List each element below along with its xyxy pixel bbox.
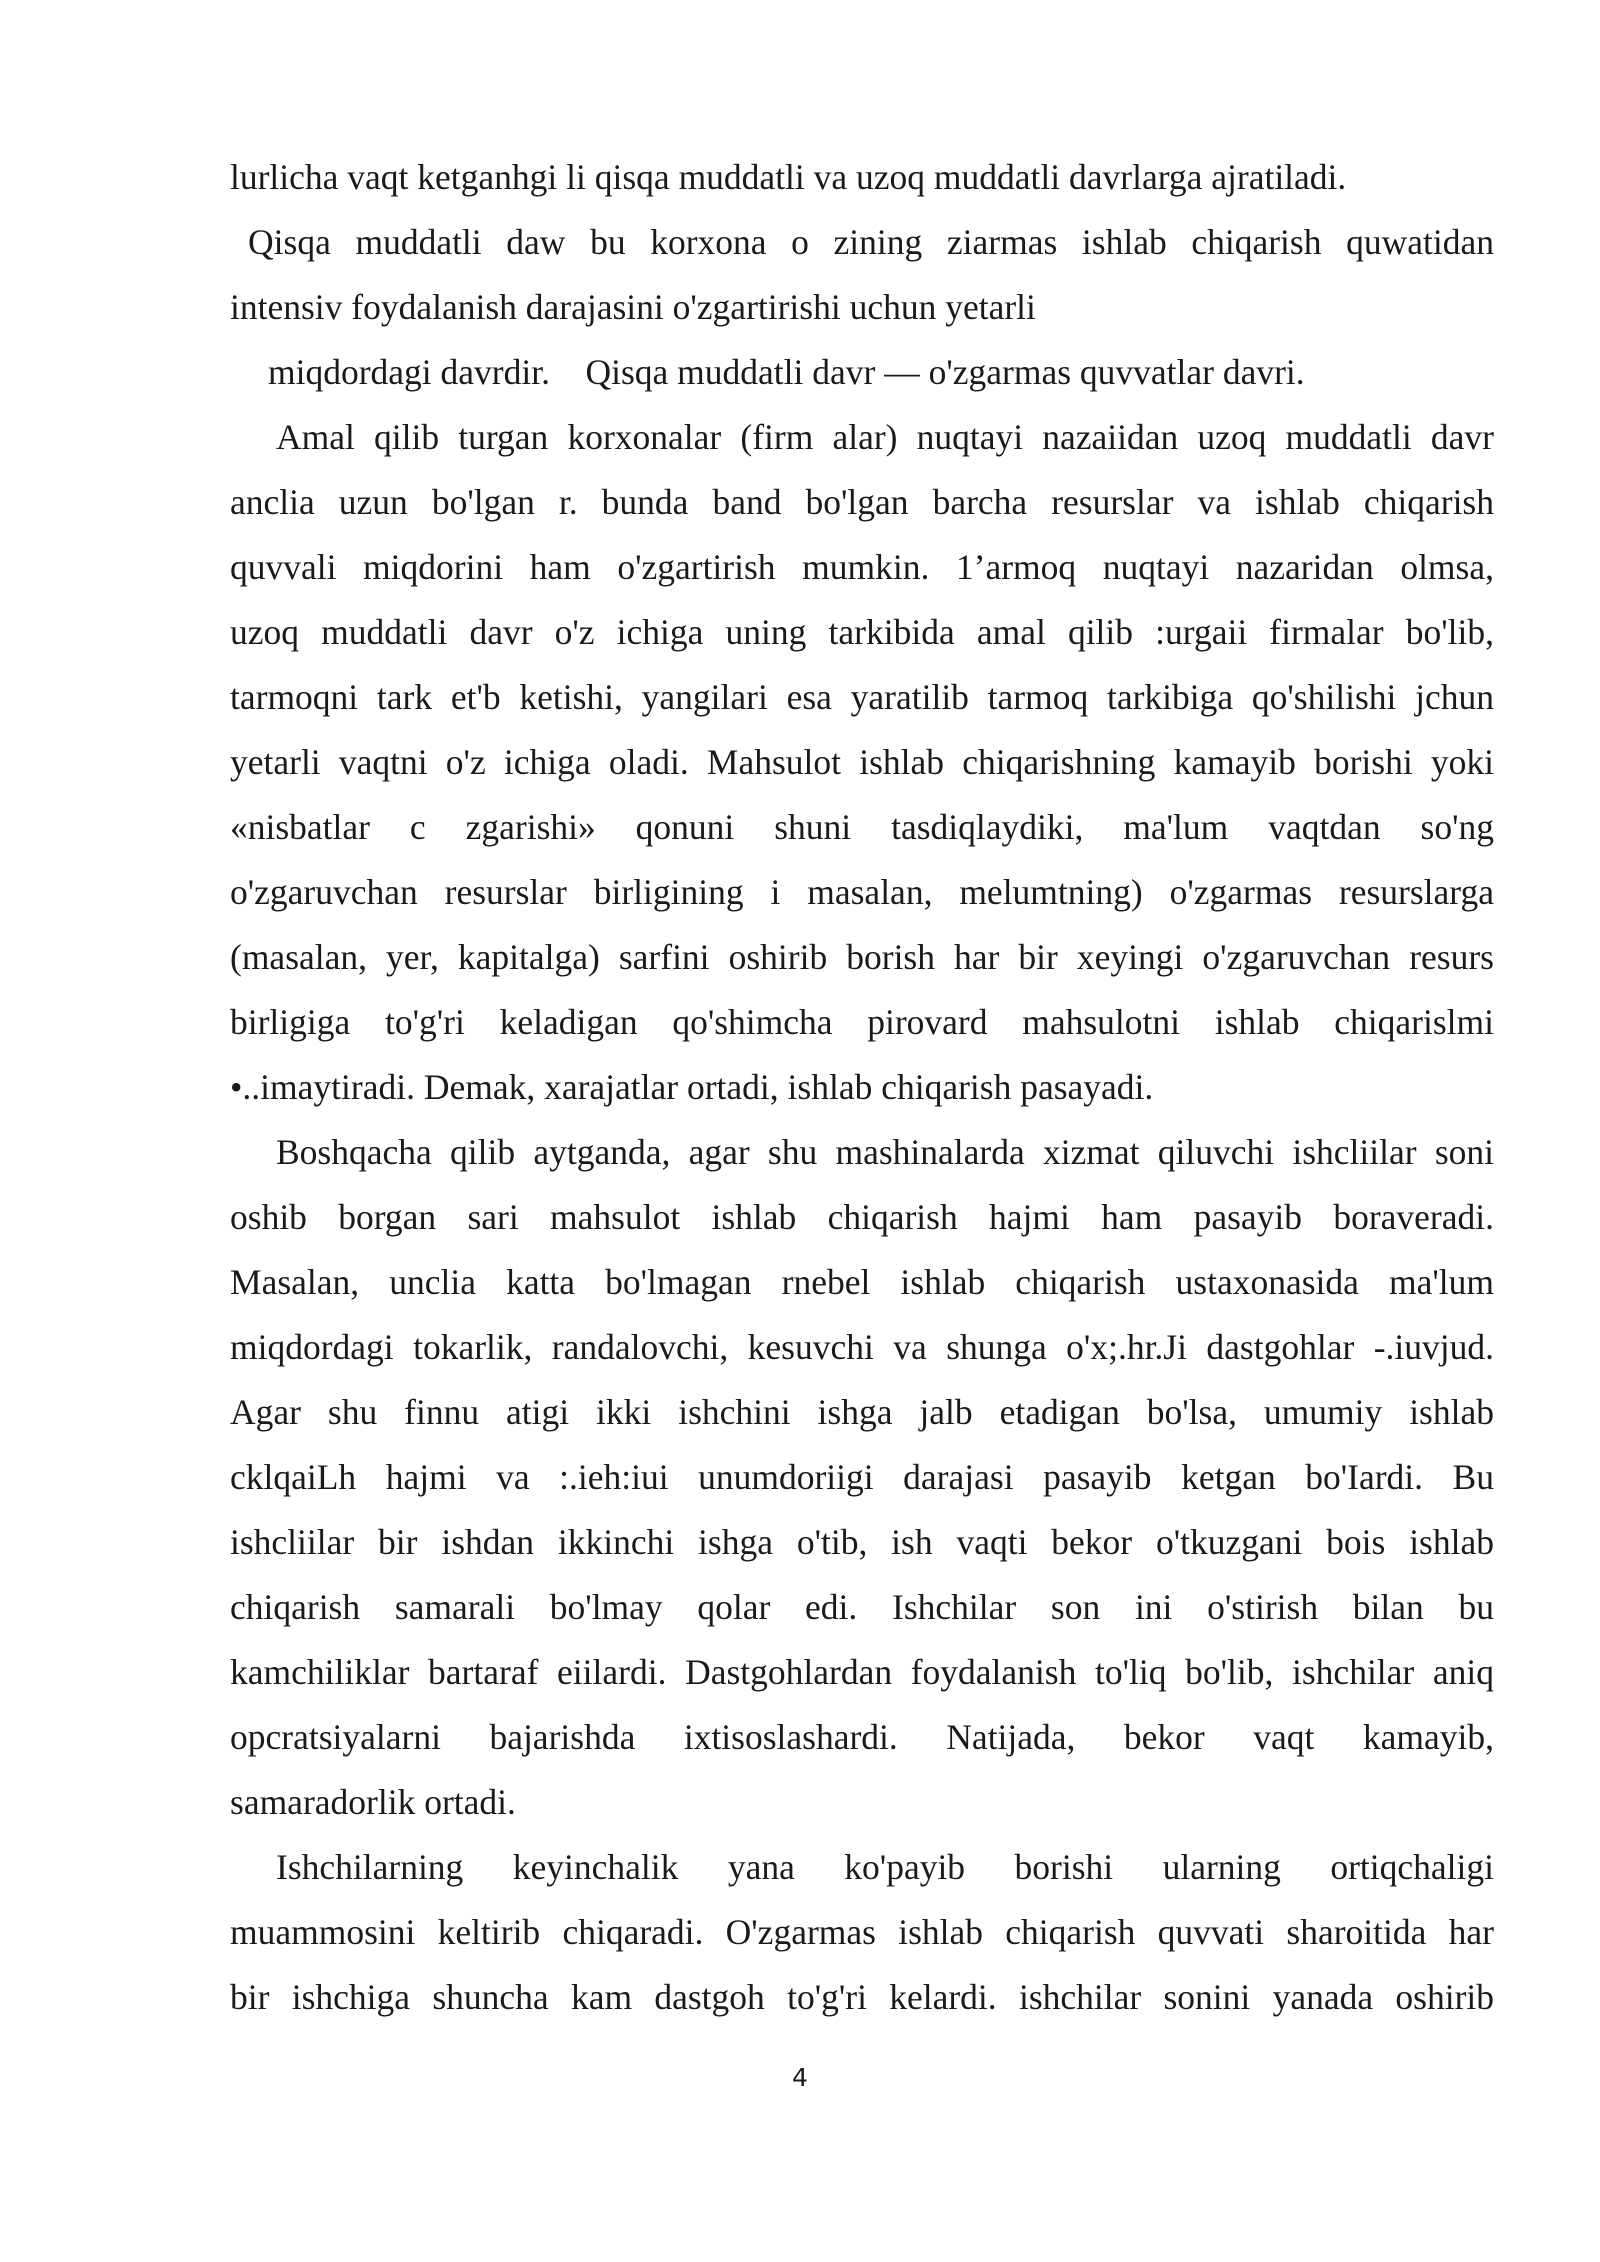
- text-line: (masalan, yer, kapitalga) sarfini oshirib borish har bir xeyingi o'zgaruvchan resurs: [230, 937, 1494, 977]
- text-line: ishcliilar bir ishdan ikkinchi ishga o'tib, ish vaqti bekor o'tkuzgani bois ishlab: [230, 1522, 1494, 1562]
- text-line: intensiv foydalanish darajasini o'zgartirishi uchun yetarli: [230, 287, 1036, 327]
- paragraph-start: Amal qilib turgan korxonalar (firm alar) nuqtayi nazaiidan uzoq muddatli davr: [276, 417, 1494, 457]
- text-line: samaradorlik ortadi.: [230, 1782, 516, 1822]
- text-line: miqdordagi tokarlik, randalovchi, kesuvchi va shunga o'x;.hr.Ji dastgohlar -.iuvjud.: [230, 1327, 1494, 1367]
- text-line: quvvali miqdorini ham o'zgartirish mumkin. 1’armoq nuqtayi nazaridan olmsa,: [230, 547, 1494, 587]
- italic-term: Qisqa muddatli daw: [248, 222, 566, 262]
- text-line: uzoq muddatli davr o'z ichiga uning tarkibida amal qilib :urgaii firmalar bo'lib,: [230, 612, 1494, 652]
- paragraph-start: Boshqacha qilib aytganda, agar shu mashinalarda xizmat qiluvchi ishcliilar soni: [276, 1132, 1494, 1172]
- text-line: yetarli vaqtni o'z ichiga oladi. Mahsulot ishlab chiqarishning kamayib borishi yoki: [230, 742, 1494, 782]
- text-line: birligiga to'g'ri keladigan qo'shimcha pirovard mahsulotni ishlab chiqarislmi: [230, 1002, 1494, 1042]
- text-line: opcratsiyalarni bajarishda ixtisoslashardi. Natijada, bekor vaqt kamayib,: [230, 1717, 1494, 1757]
- text-line: anclia uzun bo'lgan r. bunda band bo'lgan barcha resurslar va ishlab chiqarish: [230, 482, 1494, 522]
- text-line: •..imaytiradi. Demak, xarajatlar ortadi, ishlab chiqarish pasayadi.: [230, 1067, 1154, 1107]
- text-line: oshib borgan sari mahsulot ishlab chiqarish hajmi ham pasayib boraveradi.: [230, 1197, 1494, 1237]
- text-line: Agar shu finnu atigi ikki ishchini ishga jalb etadigan bo'lsa, umumiy ishlab: [230, 1392, 1494, 1432]
- text-line: kamchiliklar bartaraf eiilardi. Dastgohlardan foydalanish to'liq bo'lib, ishchilar aniq: [230, 1652, 1494, 1692]
- text-line: muammosini keltirib chiqaradi. O'zgarmas ishlab chiqarish quvvati sharoitida har: [230, 1912, 1494, 1952]
- text-line: o'zgaruvchan resurslar birligining i masalan, melumtning) o'zgarmas resurslarga: [230, 872, 1494, 912]
- text-line: chiqarish samarali bo'lmay qolar edi. Ishchilar son ini o'stirish bilan bu: [230, 1587, 1494, 1627]
- text-line: lurlicha vaqt ketganhgi li qisqa muddatli va uzoq muddatli davrlarga ajratiladi.: [230, 157, 1347, 197]
- italic-term: Qisqa muddatli davr: [585, 352, 876, 392]
- paragraph-start: Ishchilarning keyinchalik yana ko'payib borishi ularning ortiqchaligi: [276, 1847, 1494, 1887]
- text-line: miqdordagi davrdir. Qisqa muddatli davr — o'zgarmas quvvatlar davri.: [268, 352, 1305, 392]
- text-line: tarmoqni tark et'b ketishi, yangilari esa yaratilib tarmoq tarkibiga qo'shilishi jchun: [230, 677, 1494, 717]
- text-line: Qisqa muddatli daw bu korxona o zining ziarmas ishlab chiqarish quwatidan: [248, 222, 1494, 262]
- text-line: bir ishchiga shuncha kam dastgoh to'g'ri kelardi. ishchilar sonini yanada oshirib: [230, 1977, 1494, 2017]
- text-line: «nisbatlar c zgarishi» qonuni shuni tasdiqlaydiki, ma'lum vaqtdan so'ng: [230, 807, 1494, 847]
- text-line: Masalan, unclia katta bo'lmagan rnebel ishlab chiqarish ustaxonasida ma'lum: [230, 1262, 1494, 1302]
- text-line: cklqaiLh hajmi va :.ieh:iui unumdoriigi darajasi pasayib ketgan bo'Iardi. Bu: [230, 1457, 1494, 1497]
- page-number: 4: [792, 2063, 808, 2092]
